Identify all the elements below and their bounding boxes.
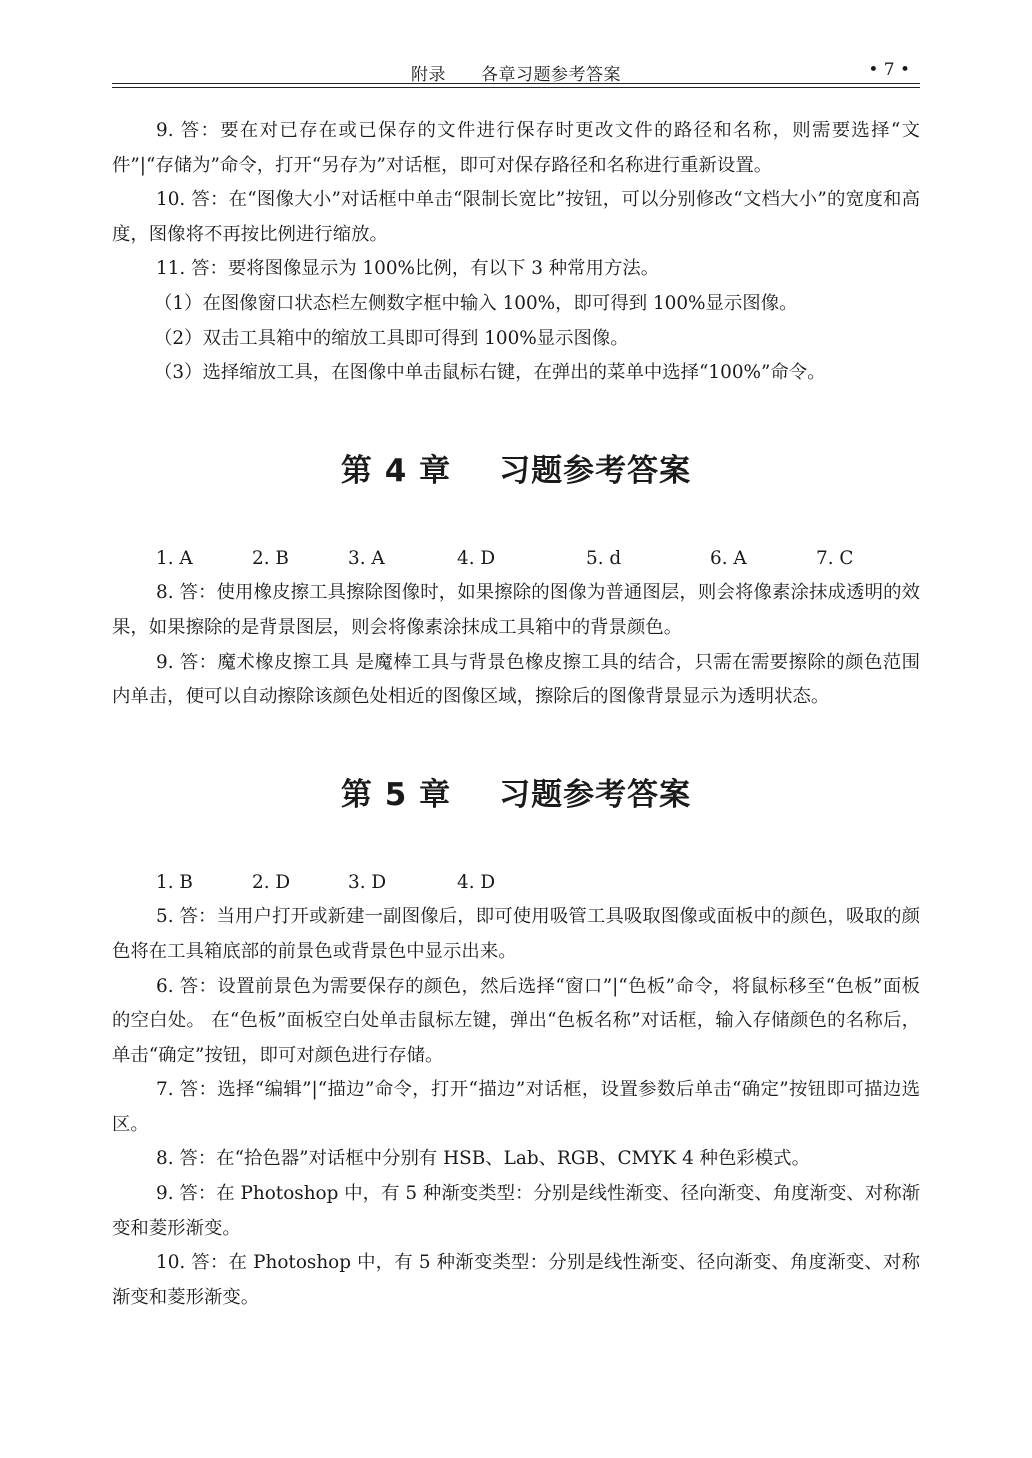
ch4-answer-9: 9. 答：魔术橡皮擦工具 是魔棒工具与背景色橡皮擦工具的结合，只需在需要擦除的颜色范围内单击，便可以自动擦除该颜色处相近的图像区域，擦除后的图像背景显示为透明状态。 [112,651,920,708]
ch4-choice-4: 4. D [457,547,496,569]
ch5-choice-1: 1. B [156,871,193,893]
ch5-choice-answers [112,866,920,901]
header-rule-thick [112,83,920,84]
ch5-answer-8: 8. 答：在“拾色器”对话框中分别有 HSB、Lab、RGB、CMYK 4 种色彩模式。 [156,1148,810,1170]
ch4-choice-6: 6. A [710,547,747,569]
ch5-answer-6: 6. 答：设置前景色为需要保存的颜色，然后选择“窗口”|“色板”命令，将鼠标移至“色板”面板的空白处。 在“色板”面板空白处单击鼠标左键，弹出“色板名称”对话框，输入存储颜色的名称后，单击“确定”按钮，即可对颜色进行存储。 [112,975,920,1066]
chapter-4-heading [112,445,920,490]
chapter-5-number: 第 5 章 [340,776,452,813]
ch4-choice-7: 7. C [816,547,854,569]
chapter-4-number: 第 4 章 [340,452,452,489]
chapter-4-title: 习题参考答案 [499,452,692,489]
chapter-5-title: 习题参考答案 [499,776,692,813]
chapter-5-heading [112,769,920,814]
ch5-choice-3: 3. D [348,871,387,893]
ch5-choice-4: 4. D [457,871,496,893]
ch3-answer-11: 11. 答：要将图像显示为 100%比例，有以下 3 种常用方法。 [156,258,660,280]
header-rule-thin [112,87,920,88]
ch4-choice-3: 3. A [348,547,385,569]
ch5-choice-2: 2. D [252,871,291,893]
ch3-answer-10: 10. 答：在“图像大小”对话框中单击“限制长宽比”按钮，可以分别修改“文档大小”的宽度和高度，图像将不再按比例进行缩放。 [112,189,920,245]
ch3-answer-11-item-1: （1）在图像窗口状态栏左侧数字框中输入 100%，即可得到 100%显示图像。 [154,292,798,314]
ch5-answer-10: 10. 答：在 Photoshop 中，有 5 种渐变类型：分别是线性渐变、径向渐变、角度渐变、对称渐变和菱形渐变。 [112,1252,920,1308]
page-number: • 7 • [868,60,910,80]
ch5-answer-9: 9. 答：在 Photoshop 中，有 5 种渐变类型：分别是线性渐变、径向渐变、角度渐变、对称渐变和菱形渐变。 [112,1183,920,1239]
ch4-choice-answers [112,542,920,577]
ch4-choice-5: 5. d [586,547,622,569]
ch3-answer-11-item-3: （3）选择缩放工具，在图像中单击鼠标右键，在弹出的菜单中选择“100%”命令。 [154,362,826,384]
ch4-answer-8: 8. 答：使用橡皮擦工具擦除图像时，如果擦除的图像为普通图层，则会将像素涂抹成透明的效果，如果擦除的是背景图层，则会将像素涂抹成工具箱中的背景颜色。 [112,582,920,638]
running-header [112,56,920,86]
ch4-choice-1: 1. A [156,547,193,569]
page-body [112,114,920,1315]
ch4-choice-2: 2. B [252,547,289,569]
ch5-answer-7: 7. 答：选择“编辑”|“描边”命令，打开“描边”对话框，设置参数后单击“确定”按钮即可描边选区。 [112,1079,920,1135]
header-title: 附录 各章习题参考答案 [411,65,621,85]
ch3-answer-11-item-2: （2）双击工具箱中的缩放工具即可得到 100%显示图像。 [154,327,629,349]
ch3-answer-9: 9. 答：要在对已存在或已保存的文件进行保存时更改文件的路径和名称，则需要选择“文件”|“存储为”命令，打开“另存为”对话框，即可对保存路径和名称进行重新设置。 [112,120,920,176]
ch5-answer-5: 5. 答：当用户打开或新建一副图像后，即可使用吸管工具吸取图像或面板中的颜色，吸取的颜色将在工具箱底部的前景色或背景色中显示出来。 [112,906,920,962]
